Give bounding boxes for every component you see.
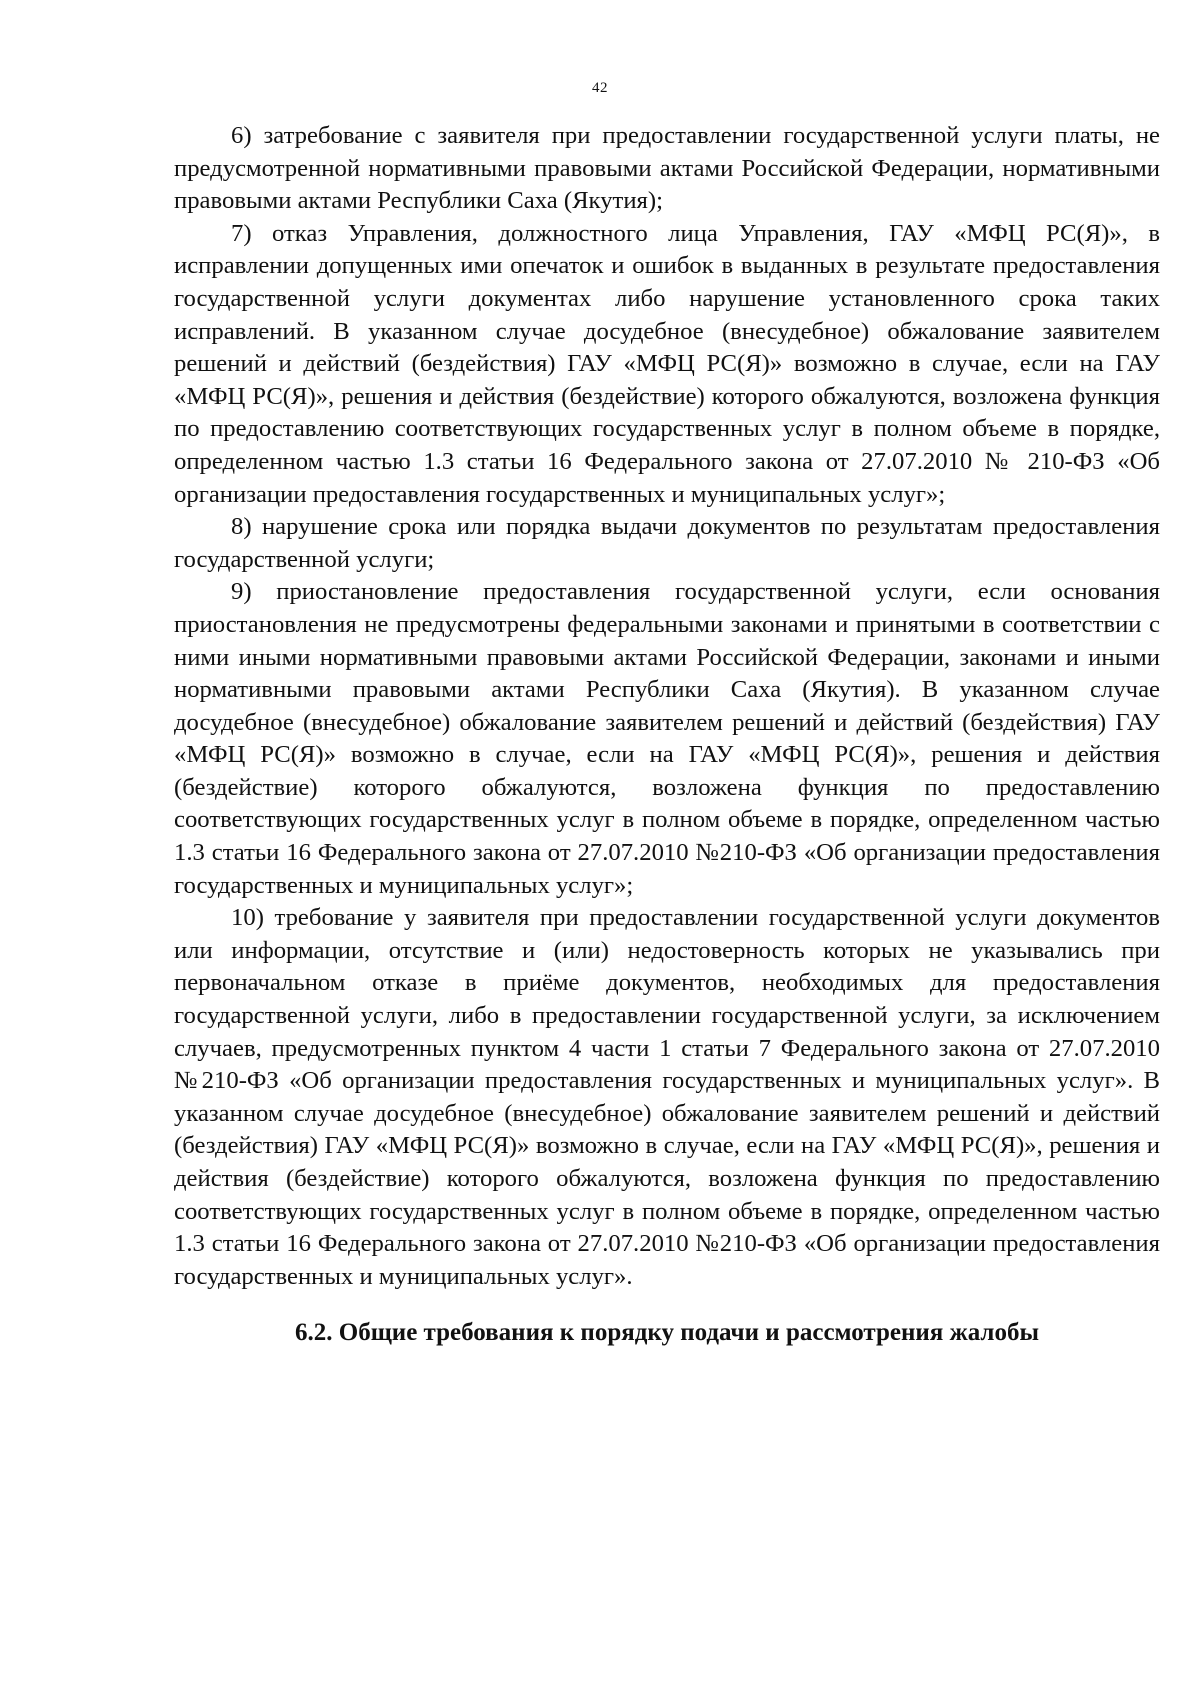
list-item-10: 10) требование у заявителя при предоставлении государственной услуги документов или информации, отсутствие и (или) недостоверность которых не указывались при первоначальном отказе в приёме документов, необходимых для предоставления государственной услуги, либо в предоставлении государственной услуги, за исключением случаев, предусмотренных пунктом 4 части 1 статьи 7 Федерального закона от 27.07.2010 №210-ФЗ «Об организации предоставления государственных и муниципальных услуг». В указанном случае досудебное (внесудебное) обжалование заявителем решений и действий (бездействия) ГАУ «МФЦ РС(Я)» возможно в случае, если на ГАУ «МФЦ РС(Я)», решения и действия (бездействие) которого обжалуются, возложена функция по предоставлению соответствующих государственных услуг в полном объеме в порядке, определенном частью 1.3 статьи 16 Федерального закона от 27.07.2010 №210-ФЗ «Об организации предоставления государственных и муниципальных услуг». — [174, 904, 1160, 1290]
section-heading: 6.2. Общие требования к порядку подачи и рассмотрения жалобы — [295, 1319, 1039, 1347]
list-item-8: 8) нарушение срока или порядка выдачи документов по результатам предоставления государственной услуги; — [174, 513, 1160, 573]
list-item-6: 6) затребование с заявителя при предоставлении государственной услуги платы, не предусмотренной нормативными правовыми актами Российской Федерации, нормативными правовыми актами Республики Саха (Якутия); — [174, 122, 1160, 215]
list-item-7: 7) отказ Управления, должностного лица Управления, ГАУ «МФЦ РС(Я)», в исправлении допущенных ими опечаток и ошибок в выданных в результате предоставления государственной услуги документах либо нарушение установленного срока таких исправлений. В указанном случае досудебное (внесудебное) обжалование заявителем решений и действий (бездействия) ГАУ «МФЦ РС(Я)» возможно в случае, если на ГАУ «МФЦ РС(Я)», решения и действия (бездействие) которого обжалуются, возложена функция по предоставлению соответствующих государственных услуг в полном объеме в порядке, определенном частью 1.3 статьи 16 Федерального закона от 27.07.2010 № 210-ФЗ «Об организации предоставления государственных и муниципальных услуг»; — [174, 219, 1160, 508]
page-number: 42 — [592, 80, 608, 96]
document-body — [174, 120, 1160, 1349]
list-item-9: 9) приостановление предоставления государственной услуги, если основания приостановления не предусмотрены федеральными законами и принятыми в соответствии с ними иными нормативными правовыми актами Российской Федерации, законами и иными нормативными правовыми актами Республики Саха (Якутия). В указанном случае досудебное (внесудебное) обжалование заявителем решений и действий (бездействия) ГАУ «МФЦ РС(Я)» возможно в случае, если на ГАУ «МФЦ РС(Я)», решения и действия (бездействие) которого обжалуются, возложена функция по предоставлению соответствующих государственных услуг в полном объеме в порядке, определенном частью 1.3 статьи 16 Федерального закона от 27.07.2010 №210-ФЗ «Об организации предоставления государственных и муниципальных услуг»; — [174, 578, 1160, 899]
